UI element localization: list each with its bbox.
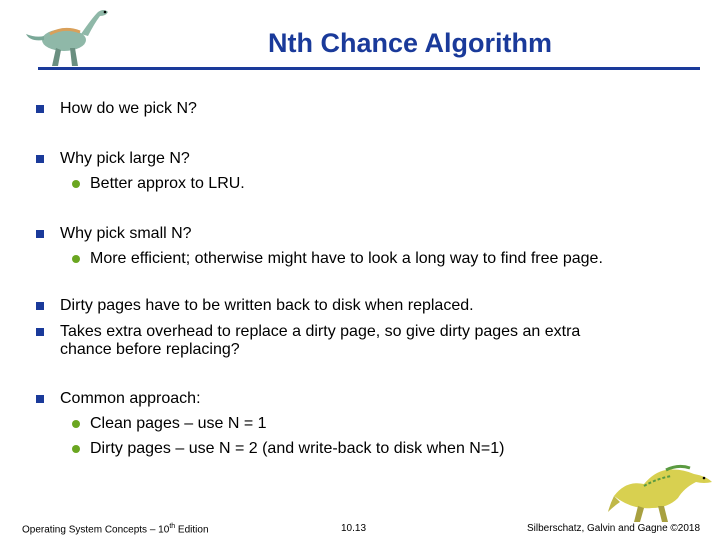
title-divider xyxy=(38,67,700,70)
bullet-text: Why pick small N? xyxy=(60,225,192,242)
footer-copyright: Silberschatz, Galvin and Gagne ©2018 xyxy=(527,523,701,534)
square-bullet-icon xyxy=(36,328,44,336)
round-bullet-icon xyxy=(72,420,80,428)
sub-bullet-text: More efficient; otherwise might have to look a long way to find free page. xyxy=(90,250,603,267)
square-bullet-icon xyxy=(36,155,44,163)
bullet-text: Dirty pages have to be written back to disk when replaced. xyxy=(60,297,474,314)
round-bullet-icon xyxy=(72,445,80,453)
square-bullet-icon xyxy=(36,395,44,403)
sub-bullet-text: Dirty pages – use N = 2 (and write-back to disk when N=1) xyxy=(90,440,505,457)
square-bullet-icon xyxy=(36,230,44,238)
footer-page-number: 10.13 xyxy=(341,523,367,534)
bullet-text: Common approach: xyxy=(60,390,201,407)
bullet-text: Why pick large N? xyxy=(60,150,190,167)
round-bullet-icon xyxy=(72,255,80,263)
bullet-text: Takes extra overhead to replace a dirty page, so give dirty pages an extra xyxy=(60,323,581,340)
dinosaur-icon xyxy=(26,4,112,70)
dinosaur-icon xyxy=(608,462,716,524)
sub-bullet-text: Better approx to LRU. xyxy=(90,175,245,192)
square-bullet-icon xyxy=(36,105,44,113)
sub-bullet-text: Clean pages – use N = 1 xyxy=(90,415,267,432)
footer-course: Operating System Concepts – 10th Edition xyxy=(22,523,209,536)
round-bullet-icon xyxy=(72,180,80,188)
bullet-text: How do we pick N? xyxy=(60,100,197,117)
bullet-text: chance before replacing? xyxy=(60,341,240,358)
slide-title: Nth Chance Algorithm xyxy=(267,28,552,58)
square-bullet-icon xyxy=(36,302,44,310)
